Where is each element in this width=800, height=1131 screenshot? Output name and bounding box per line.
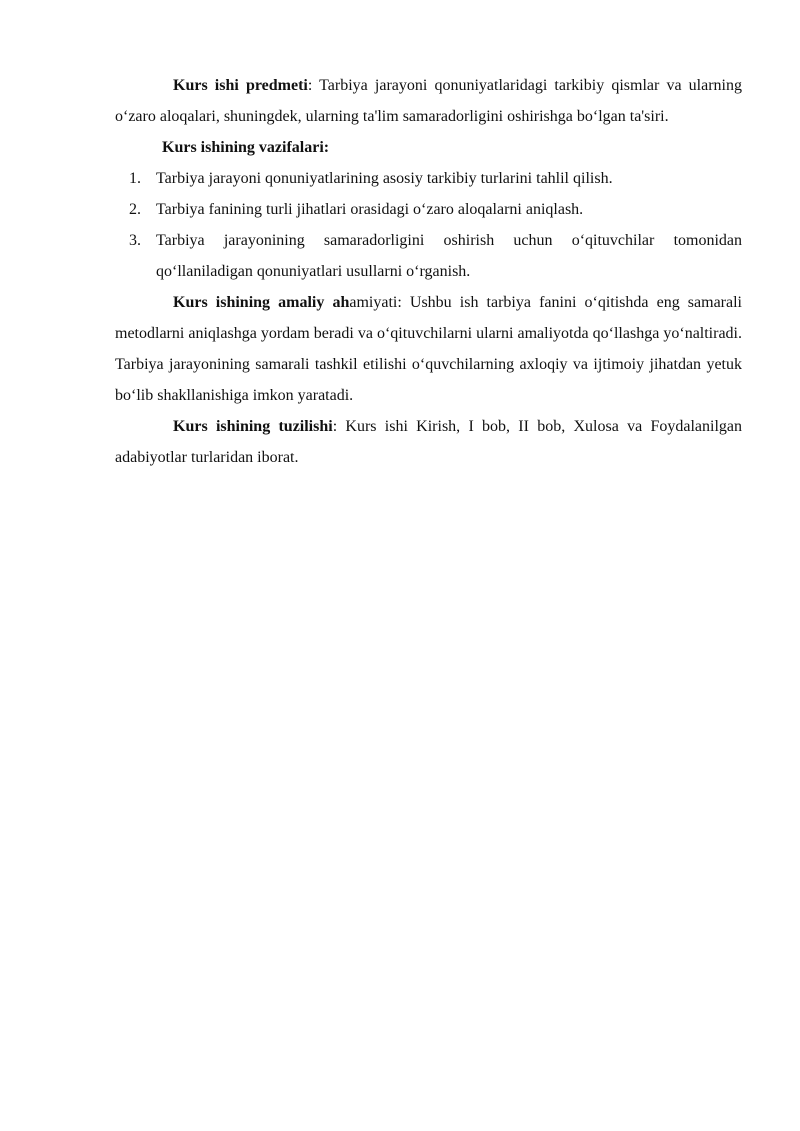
subject-text: : Tarbiya jarayoni qonuniyatlaridagi tarkibiy qismlar va ularning o‘zaro aloqalari, shuningdek, ularning ta'lim samaradorligini oshirishga bo‘lgan ta'siri.	[115, 77, 742, 125]
subject-paragraph	[115, 70, 742, 132]
significance-label: Kurs ishining amaliy ah	[173, 294, 350, 311]
list-item-text: Tarbiya fanining turli jihatlari orasidagi o‘zaro aloqalarni aniqlash.	[156, 201, 584, 218]
structure-text: : Kurs ishi Kirish, I bob, II bob, Xulosa va Foydalanilgan adabiyotlar turlaridan iborat.	[115, 418, 742, 466]
structure-paragraph	[115, 411, 742, 473]
significance-text: amiyati: Ushbu ish tarbiya fanini o‘qitishda eng samarali metodlarni aniqlashga yordam beradi va o‘qituvchilarni ularni amaliyotda qo‘llashga yo‘naltiradi. Tarbiya jarayonining samarali tashkil etilishi o‘quvchilarning axloqiy va ijtimoiy jihatdan yetuk bo‘lib shakllanishiga imkon yaratadi.	[115, 294, 742, 404]
list-item-number: 3.	[129, 232, 141, 249]
list-item	[115, 194, 742, 225]
subject-label: Kurs ishi predmeti	[173, 77, 308, 94]
list-item-number: 2.	[129, 201, 141, 218]
tasks-heading: Kurs ishining vazifalari:	[162, 139, 330, 156]
significance-paragraph	[115, 287, 742, 411]
list-item	[115, 163, 742, 194]
structure-label: Kurs ishining tuzilishi	[173, 418, 333, 435]
tasks-list	[115, 163, 742, 287]
list-item-number: 1.	[129, 170, 141, 187]
list-item-text: Tarbiya jarayonining samaradorligini oshirish uchun o‘qituvchilar tomonidan qo‘llaniladigan qonuniyatlari usullarni o‘rganish.	[156, 232, 742, 280]
list-item-text: Tarbiya jarayoni qonuniyatlarining asosiy tarkibiy turlarini tahlil qilish.	[156, 170, 613, 187]
list-item	[115, 225, 742, 287]
document-page	[115, 70, 742, 473]
